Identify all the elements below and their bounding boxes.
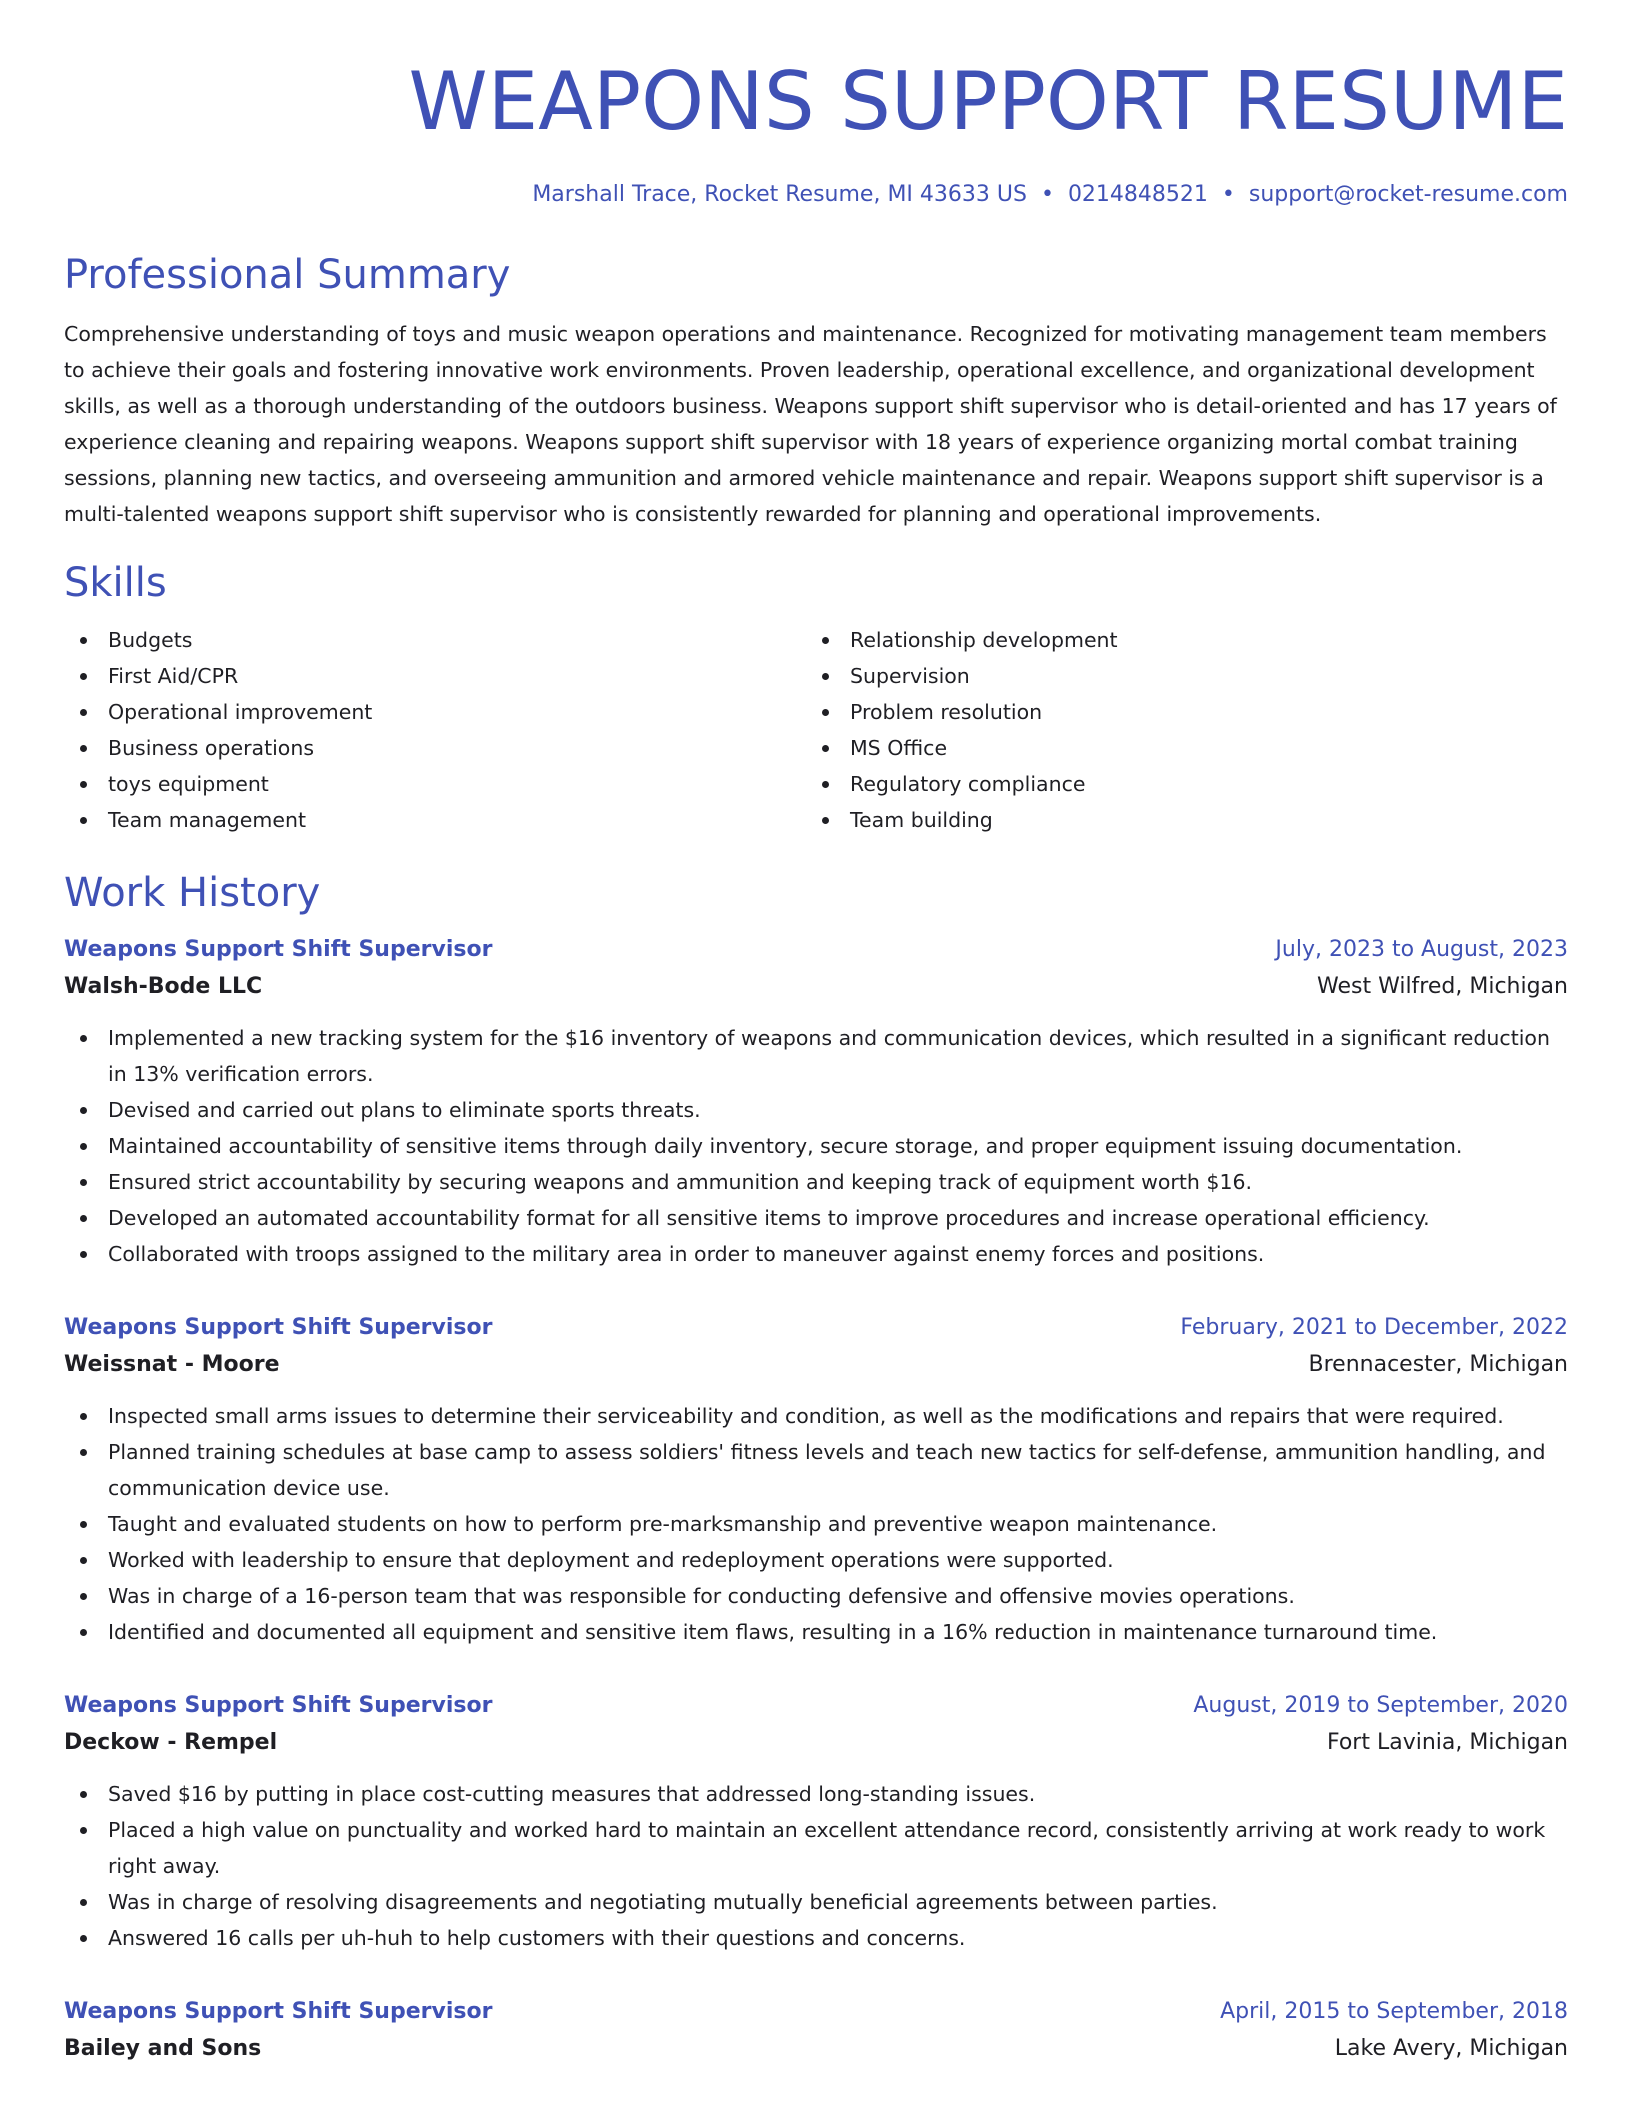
job-bullet: Worked with leadership to ensure that deployment and redeployment operations were supported. (64, 1542, 1568, 1578)
job-bullet: Identified and documented all equipment and sensitive item flaws, resulting in a 16% reduction in maintenance turnaround time. (64, 1614, 1568, 1650)
job-bullet: Taught and evaluated students on how to perform pre-marksmanship and preventive weapon maintenance. (64, 1506, 1568, 1542)
contact-address: Marshall Trace, Rocket Resume, MI 43633 US (532, 182, 1027, 207)
job-bullet: Implemented a new tracking system for the $16 inventory of weapons and communication devices, which resulted in a significant reduction in 13% verification errors. (64, 1020, 1568, 1092)
job-bullets (64, 1020, 1568, 1272)
job-entry (64, 1994, 1568, 2068)
skill-item: MS Office (806, 730, 1548, 766)
job-company-row (64, 2030, 1568, 2068)
job-bullet: Collaborated with troops assigned to the military area in order to maneuver against enemy forces and positions. (64, 1236, 1568, 1272)
job-title-row (64, 1310, 1568, 1346)
job-bullet: Placed a high value on punctuality and worked hard to maintain an excellent attendance record, consistently arriving at work ready to work right away. (64, 1812, 1568, 1884)
job-company: Bailey and Sons (64, 2036, 262, 2061)
job-dates: April, 2015 to September, 2018 (1220, 1999, 1568, 2024)
skill-item: Regulatory compliance (806, 766, 1548, 802)
job-bullet: Planned training schedules at base camp to assess soldiers' fitness levels and teach new tactics for self-defense, ammunition handling, and communication device use. (64, 1434, 1568, 1506)
job-entry (64, 1688, 1568, 1956)
job-location: Fort Lavinia, Michigan (1326, 1730, 1568, 1755)
skill-item: First Aid/CPR (64, 658, 806, 694)
skill-item: Problem resolution (806, 694, 1548, 730)
skill-item: Supervision (806, 658, 1548, 694)
job-bullet: Ensured strict accountability by securing weapons and ammunition and keeping track of equipment worth $16. (64, 1164, 1568, 1200)
job-bullet: Was in charge of a 16-person team that was responsible for conducting defensive and offensive movies operations. (64, 1578, 1568, 1614)
job-title: Weapons Support Shift Supervisor (64, 1315, 493, 1340)
contact-separator: • (1221, 182, 1235, 207)
skill-item: Relationship development (806, 622, 1548, 658)
job-title: Weapons Support Shift Supervisor (64, 1999, 493, 2024)
job-company-row (64, 1346, 1568, 1384)
job-bullet: Devised and carried out plans to eliminate sports threats. (64, 1092, 1568, 1128)
job-title-row (64, 1994, 1568, 2030)
skill-item: Operational improvement (64, 694, 806, 730)
job-bullets (64, 1776, 1568, 1956)
job-bullets (64, 1398, 1568, 1650)
job-title: Weapons Support Shift Supervisor (64, 1693, 493, 1718)
contact-email[interactable]: support@rocket-resume.com (1248, 182, 1568, 207)
skill-item: toys equipment (64, 766, 806, 802)
skills-grid (64, 622, 1568, 838)
job-bullet: Developed an automated accountability format for all sensitive items to improve procedures and increase operational efficiency. (64, 1200, 1568, 1236)
job-location: West Wilfred, Michigan (1316, 974, 1568, 999)
work-history-heading: Work History (64, 870, 321, 916)
job-entry (64, 1310, 1568, 1650)
job-title-row (64, 932, 1568, 968)
skills-column-right (806, 622, 1548, 838)
job-company-row (64, 968, 1568, 1006)
contact-line (64, 180, 1568, 210)
job-bullet: Answered 16 calls per uh-huh to help customers with their questions and concerns. (64, 1920, 1568, 1956)
summary-text: Comprehensive understanding of toys and music weapon operations and maintenance. Recognized for motivating management team members to achieve their goals and fostering innovative work environments. Proven leadership, operational excellence, and organizational development skills, as well as a thorough understanding of the outdoors business. Weapons support shift supervisor who is detail-oriented and has 17 years of experience cleaning and repairing weapons. Weapons support shift supervisor with 18 years of experience organizing mortal combat training sessions, planning new tactics, and overseeing ammunition and armored vehicle maintenance and repair. Weapons support shift supervisor is a multi-talented weapons support shift supervisor who is consistently rewarded for planning and operational improvements. (64, 322, 1557, 526)
job-title: Weapons Support Shift Supervisor (64, 937, 493, 962)
contact-phone: 0214848521 (1067, 182, 1208, 207)
contact-separator: • (1040, 182, 1054, 207)
skills-column-left (64, 622, 806, 838)
job-bullet: Saved $16 by putting in place cost-cutting measures that addressed long-standing issues. (64, 1776, 1568, 1812)
resume-page (64, 0, 1568, 2068)
skill-item: Business operations (64, 730, 806, 766)
job-bullet: Was in charge of resolving disagreements and negotiating mutually beneficial agreements between parties. (64, 1884, 1568, 1920)
job-title-row (64, 1688, 1568, 1724)
job-company-row (64, 1724, 1568, 1762)
summary-heading: Professional Summary (64, 252, 511, 298)
job-dates: February, 2021 to December, 2022 (1180, 1315, 1568, 1340)
job-company: Deckow - Rempel (64, 1730, 278, 1755)
resume-title: WEAPONS SUPPORT RESUME (408, 55, 1568, 148)
job-location: Lake Avery, Michigan (1334, 2036, 1568, 2061)
job-entry (64, 932, 1568, 1272)
job-location: Brennacester, Michigan (1308, 1352, 1568, 1377)
skill-item: Budgets (64, 622, 806, 658)
job-dates: July, 2023 to August, 2023 (1275, 937, 1568, 962)
job-bullet: Maintained accountability of sensitive items through daily inventory, secure storage, and proper equipment issuing documentation. (64, 1128, 1568, 1164)
skills-heading: Skills (64, 560, 167, 606)
job-dates: August, 2019 to September, 2020 (1193, 1693, 1568, 1718)
job-company: Weissnat - Moore (64, 1352, 280, 1377)
job-company: Walsh-Bode LLC (64, 974, 263, 999)
job-bullet: Inspected small arms issues to determine their serviceability and condition, as well as the modifications and repairs that were required. (64, 1398, 1568, 1434)
skill-item: Team building (806, 802, 1548, 838)
skill-item: Team management (64, 802, 806, 838)
